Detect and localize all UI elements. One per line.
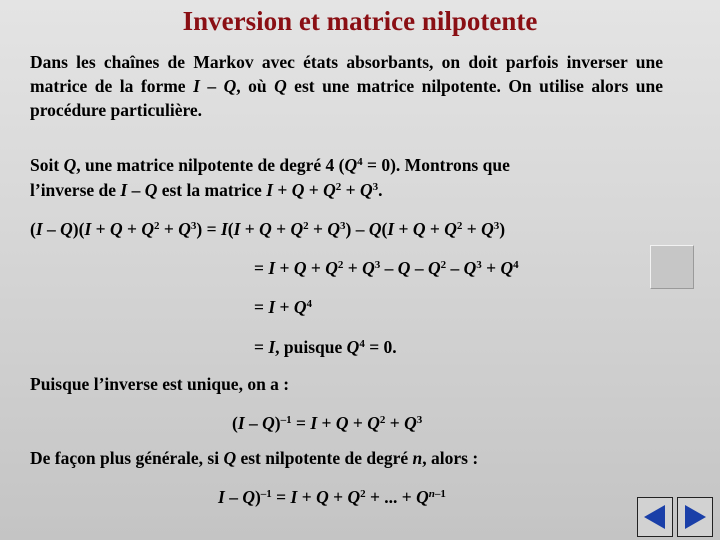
unique-inverse-text: Puisque l’inverse est unique, on a : xyxy=(30,374,290,394)
equation-line-2: = $I + Q + Q^2 + Q^3 - Q - Q^2 - Q^3 + Q^4$ xyxy=(254,258,519,278)
prev-slide-button[interactable] xyxy=(637,497,673,537)
next-slide-button[interactable] xyxy=(677,497,713,537)
page-title: Inversion et matrice nilpotente xyxy=(182,6,538,36)
triangle-left-icon xyxy=(641,503,669,531)
triangle-right-icon xyxy=(681,503,709,531)
intro-paragraph: Dans les chaînes de Markov avec états absorbants, on doit parfois inverser une matrice de la forme I – Q, où Q est une matrice nilpotente. On utilise alors une procédure particulière. xyxy=(30,52,664,120)
equation-line-3: = $I + Q^4$ xyxy=(254,297,313,317)
equation-line-1: $(I - Q)(I + Q + Q^2 + Q^3) = I(I + Q + Q^2 + Q^3) - Q(I + Q + Q^2 + Q^3)$ xyxy=(30,219,506,239)
result-equation-2: $I - Q)^{-1} = I + Q + Q^2$ + ... + $Q^{n-1}$ xyxy=(218,487,446,507)
equation-line-4: = I, puisque $Q^4 = 0$. xyxy=(254,337,397,357)
soit-line-1: Soit Q, une matrice nilpotente de degré 4 $(Q^4 = 0)$. Montrons que xyxy=(30,155,510,175)
general-case-text: De façon plus générale, si Q est nilpotente de degré n, alors : xyxy=(30,448,479,468)
result-equation-1: $(I - Q)^{-1} = I + Q + Q^2 + Q^3$ xyxy=(232,413,423,433)
gray-square-decoration xyxy=(650,245,694,289)
soit-line-2: l’inverse de I – Q est la matrice $I + Q + Q^2 + Q^3$. xyxy=(30,180,383,200)
